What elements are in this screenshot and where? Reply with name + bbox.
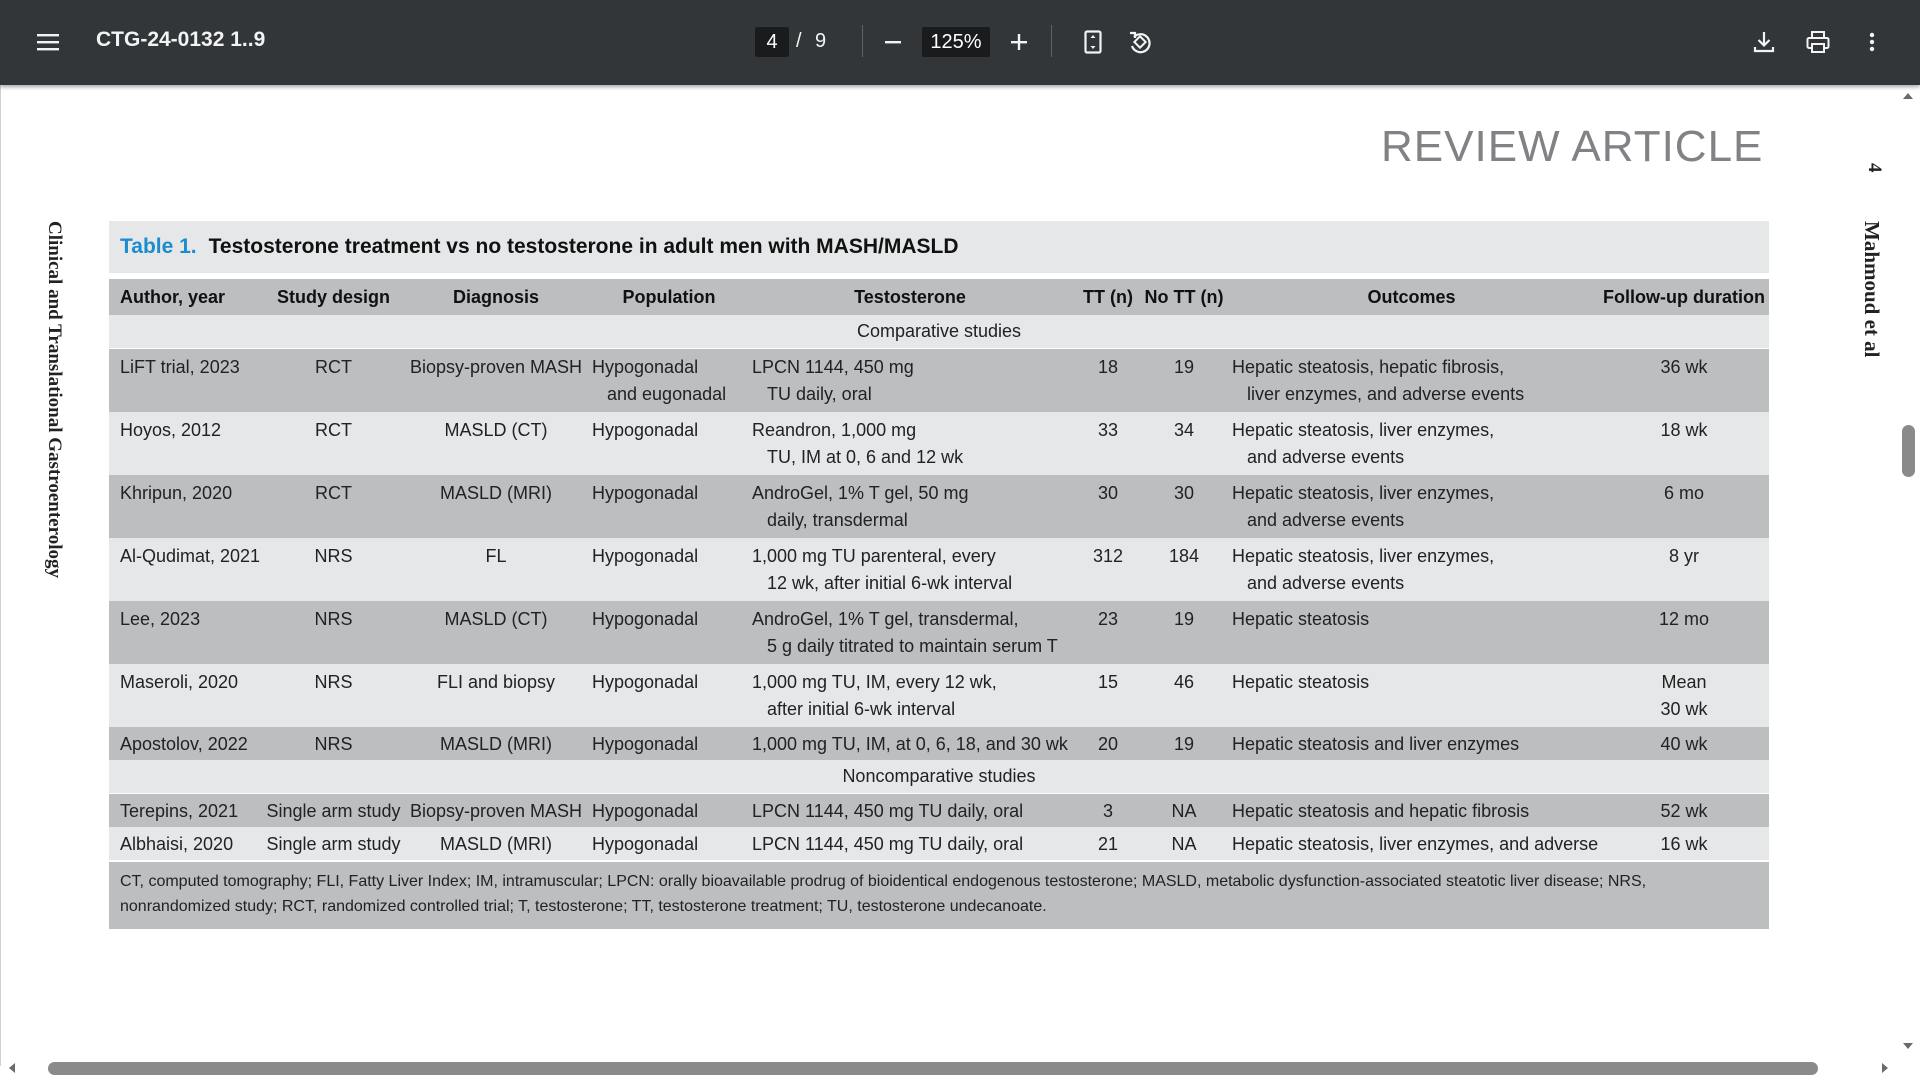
cell-line: and adverse events xyxy=(1247,447,1405,467)
table-row xyxy=(109,538,1769,601)
scroll-up-button[interactable] xyxy=(1900,88,1916,104)
menu-button[interactable] xyxy=(30,24,66,60)
vertical-scrollbar-thumb[interactable] xyxy=(1902,425,1915,477)
print-icon xyxy=(1800,24,1836,60)
cell-population: Hypogonadal xyxy=(590,601,748,664)
cell-outcomes: Hepatic steatosis and liver enzymes xyxy=(1224,727,1599,760)
cell-tt: 312 xyxy=(1072,538,1144,601)
cell-tt: 15 xyxy=(1072,664,1144,727)
cell-design: RCT xyxy=(265,475,402,538)
cell-line: and eugonadal xyxy=(607,384,727,404)
table-row xyxy=(109,794,1769,828)
fit-to-page-button[interactable] xyxy=(1075,24,1111,60)
cell-population: Hypogonadal xyxy=(590,827,748,860)
column-header: Study design xyxy=(265,279,402,315)
cell-no-tt: NA xyxy=(1144,827,1224,860)
page-number-input[interactable]: 4 xyxy=(755,27,789,57)
column-header: No TT (n) xyxy=(1144,279,1224,315)
cell-author: Apostolov, 2022 xyxy=(109,727,265,760)
cell-tt: 20 xyxy=(1072,727,1144,760)
cell-line: 5 g daily titrated to maintain serum T xyxy=(767,636,1058,656)
cell-design: NRS xyxy=(265,538,402,601)
cell-line: Hepatic steatosis, liver enzymes, xyxy=(1232,546,1495,566)
cell-no-tt: 46 xyxy=(1144,664,1224,727)
rotate-icon xyxy=(1122,24,1158,60)
more-vertical-icon xyxy=(1854,24,1890,60)
cell-testosterone: LPCN 1144, 450 mg TU daily, oral xyxy=(748,827,1072,860)
cell-design: NRS xyxy=(265,664,402,727)
cell-author: Maseroli, 2020 xyxy=(109,664,265,727)
cell-design: Single arm study xyxy=(265,794,402,828)
cell-no-tt: 34 xyxy=(1144,412,1224,475)
cell-outcomes: Hepatic steatosis, liver enzymes, and adverse xyxy=(1224,827,1599,860)
cell-diagnosis: FL xyxy=(402,538,590,601)
cell-line: daily, transdermal xyxy=(767,510,908,530)
download-icon xyxy=(1746,24,1782,60)
cell-population: Hypogonadal xyxy=(590,538,748,601)
table-header-row xyxy=(109,279,1769,315)
cell-no-tt: 184 xyxy=(1144,538,1224,601)
cell-line: Reandron, 1,000 mg xyxy=(752,420,917,440)
toolbar-divider xyxy=(862,25,863,57)
cell-line: 1,000 mg TU, IM, every 12 wk, xyxy=(752,672,997,692)
minus-icon xyxy=(875,24,911,60)
table-row xyxy=(109,664,1769,727)
cell-followup: 40 wk xyxy=(1599,727,1769,760)
cell-diagnosis: MASLD (CT) xyxy=(402,412,590,475)
table-row xyxy=(109,349,1769,413)
cell-diagnosis: MASLD (MRI) xyxy=(402,475,590,538)
triangle-down-icon xyxy=(1900,1038,1916,1054)
table-row xyxy=(109,412,1769,475)
cell-author: LiFT trial, 2023 xyxy=(109,349,265,413)
cell-outcomes xyxy=(1224,538,1599,601)
column-header: Outcomes xyxy=(1224,279,1599,315)
document-title: CTG-24-0132 1..9 xyxy=(96,28,266,51)
section-label: Noncomparative studies xyxy=(109,760,1769,794)
page-separator: / xyxy=(796,30,802,52)
cell-followup: 16 wk xyxy=(1599,827,1769,860)
cell-outcomes xyxy=(1224,475,1599,538)
fit-page-icon xyxy=(1075,24,1111,60)
scroll-down-button[interactable] xyxy=(1900,1038,1916,1054)
table-row xyxy=(109,727,1769,760)
section-row xyxy=(109,760,1769,794)
cell-line: 30 wk xyxy=(1660,699,1708,719)
column-header: Testosterone xyxy=(748,279,1072,315)
table-1 xyxy=(109,221,1769,929)
section-label: Comparative studies xyxy=(109,315,1769,349)
cell-testosterone xyxy=(748,349,1072,413)
running-head: REVIEW ARTICLE xyxy=(1381,122,1764,171)
page-number-label: 4 xyxy=(1864,163,1885,173)
cell-author: Khripun, 2020 xyxy=(109,475,265,538)
cell-author: Albhaisi, 2020 xyxy=(109,827,265,860)
cell-population: Hypogonadal xyxy=(590,412,748,475)
data-table xyxy=(109,279,1769,860)
cell-line: AndroGel, 1% T gel, transdermal, xyxy=(752,609,1019,629)
triangle-up-icon xyxy=(1900,88,1916,104)
scroll-right-button[interactable] xyxy=(1877,1060,1893,1076)
cell-population: Hypogonadal xyxy=(590,475,748,538)
table-row xyxy=(109,475,1769,538)
column-header: Population xyxy=(590,279,748,315)
cell-outcomes: Hepatic steatosis xyxy=(1224,664,1599,727)
cell-author: Hoyos, 2012 xyxy=(109,412,265,475)
cell-line: Mean xyxy=(1661,672,1707,692)
pdf-toolbar xyxy=(0,0,1920,85)
cell-diagnosis: MASLD (MRI) xyxy=(402,727,590,760)
cell-diagnosis: Biopsy-proven MASH xyxy=(402,794,590,828)
cell-followup: 8 yr xyxy=(1599,538,1769,601)
cell-line: Hypogonadal xyxy=(592,357,699,377)
cell-testosterone xyxy=(748,601,1072,664)
cell-testosterone xyxy=(748,412,1072,475)
cell-line: LPCN 1144, 450 mg xyxy=(752,357,914,377)
cell-outcomes xyxy=(1224,349,1599,413)
download-button[interactable] xyxy=(1746,24,1782,60)
cell-diagnosis: Biopsy-proven MASH xyxy=(402,349,590,413)
cell-followup xyxy=(1599,664,1769,727)
cell-diagnosis: MASLD (CT) xyxy=(402,601,590,664)
table-caption xyxy=(109,221,1769,273)
cell-population: Hypogonadal xyxy=(590,727,748,760)
cell-no-tt: 30 xyxy=(1144,475,1224,538)
table-row xyxy=(109,601,1769,664)
menu-icon xyxy=(30,24,66,60)
rotate-button[interactable] xyxy=(1122,24,1158,60)
cell-outcomes: Hepatic steatosis and hepatic fibrosis xyxy=(1224,794,1599,828)
cell-line: TU daily, oral xyxy=(767,384,872,404)
cell-followup: 18 wk xyxy=(1599,412,1769,475)
cell-followup: 52 wk xyxy=(1599,794,1769,828)
cell-line: liver enzymes, and adverse events xyxy=(1247,384,1525,404)
cell-followup: 36 wk xyxy=(1599,349,1769,413)
cell-followup: 12 mo xyxy=(1599,601,1769,664)
cell-population: Hypogonadal xyxy=(590,664,748,727)
cell-diagnosis: FLI and biopsy xyxy=(402,664,590,727)
column-header: TT (n) xyxy=(1072,279,1144,315)
cell-design: NRS xyxy=(265,601,402,664)
cell-population xyxy=(590,349,748,413)
cell-line: Hepatic steatosis, hepatic fibrosis, xyxy=(1232,357,1505,377)
table-row xyxy=(109,827,1769,860)
cell-testosterone: LPCN 1144, 450 mg TU daily, oral xyxy=(748,794,1072,828)
cell-tt: 21 xyxy=(1072,827,1144,860)
cell-outcomes: Hepatic steatosis xyxy=(1224,601,1599,664)
column-header: Diagnosis xyxy=(402,279,590,315)
cell-design: Single arm study xyxy=(265,827,402,860)
section-row xyxy=(109,315,1769,349)
cell-author: Al-Qudimat, 2021 xyxy=(109,538,265,601)
print-button[interactable] xyxy=(1800,24,1836,60)
cell-line: Hepatic steatosis, liver enzymes, xyxy=(1232,483,1495,503)
cell-testosterone xyxy=(748,475,1072,538)
triangle-left-icon xyxy=(4,1060,20,1076)
cell-line: TU, IM at 0, 6 and 12 wk xyxy=(767,447,964,467)
table-title: Testosterone treatment vs no testosterone in adult men with MASH/MASLD xyxy=(208,235,959,258)
cell-line: and adverse events xyxy=(1247,573,1405,593)
table-label: Table 1. xyxy=(120,235,197,258)
plus-icon xyxy=(1001,24,1037,60)
cell-no-tt: 19 xyxy=(1144,601,1224,664)
cell-design: RCT xyxy=(265,412,402,475)
cell-no-tt: NA xyxy=(1144,794,1224,828)
more-options-button[interactable] xyxy=(1854,24,1890,60)
cell-author: Terepins, 2021 xyxy=(109,794,265,828)
scroll-left-button[interactable] xyxy=(4,1060,20,1076)
cell-design: RCT xyxy=(265,349,402,413)
page-total: 9 xyxy=(815,30,827,52)
zoom-in-button[interactable] xyxy=(1001,24,1037,60)
cell-tt: 33 xyxy=(1072,412,1144,475)
cell-line: AndroGel, 1% T gel, 50 mg xyxy=(752,483,969,503)
cell-line: 12 wk, after initial 6-wk interval xyxy=(767,573,1013,593)
triangle-right-icon xyxy=(1877,1060,1893,1076)
journal-name: Clinical and Translational Gastroenterology xyxy=(44,221,65,578)
column-header: Follow-up duration xyxy=(1599,279,1769,315)
cell-design: NRS xyxy=(265,727,402,760)
author-running-head: Mahmoud et al xyxy=(1860,221,1884,358)
horizontal-scrollbar-thumb[interactable] xyxy=(48,1062,1818,1075)
cell-population: Hypogonadal xyxy=(590,794,748,828)
cell-tt: 18 xyxy=(1072,349,1144,413)
table-footnote: CT, computed tomography; FLI, Fatty Liver Index; IM, intramuscular; LPCN: orally bioavailable prodrug of bioidentical endogenous testosterone; MASLD, metabolic dysfunction-associated steatotic liver disease; NRS, nonrandomized study; RCT, randomized controlled trial; T, testosterone; TT, testosterone treatment; TU, testosterone undecanoate. xyxy=(109,860,1769,929)
cell-line: and adverse events xyxy=(1247,510,1405,530)
toolbar-divider xyxy=(1051,25,1052,57)
column-header: Author, year xyxy=(109,279,265,315)
cell-tt: 30 xyxy=(1072,475,1144,538)
pdf-page-view[interactable] xyxy=(0,85,1899,1066)
cell-line: after initial 6-wk interval xyxy=(767,699,956,719)
cell-line: 1,000 mg TU parenteral, every xyxy=(752,546,996,566)
cell-testosterone xyxy=(748,664,1072,727)
zoom-level-input[interactable]: 125% xyxy=(922,27,990,57)
cell-tt: 23 xyxy=(1072,601,1144,664)
cell-no-tt: 19 xyxy=(1144,349,1224,413)
zoom-out-button[interactable] xyxy=(875,24,911,60)
cell-testosterone xyxy=(748,538,1072,601)
cell-no-tt: 19 xyxy=(1144,727,1224,760)
cell-line: Hepatic steatosis, liver enzymes, xyxy=(1232,420,1495,440)
cell-diagnosis: MASLD (MRI) xyxy=(402,827,590,860)
cell-testosterone: 1,000 mg TU, IM, at 0, 6, 18, and 30 wk xyxy=(748,727,1072,760)
cell-author: Lee, 2023 xyxy=(109,601,265,664)
cell-outcomes xyxy=(1224,412,1599,475)
cell-tt: 3 xyxy=(1072,794,1144,828)
cell-followup: 6 mo xyxy=(1599,475,1769,538)
